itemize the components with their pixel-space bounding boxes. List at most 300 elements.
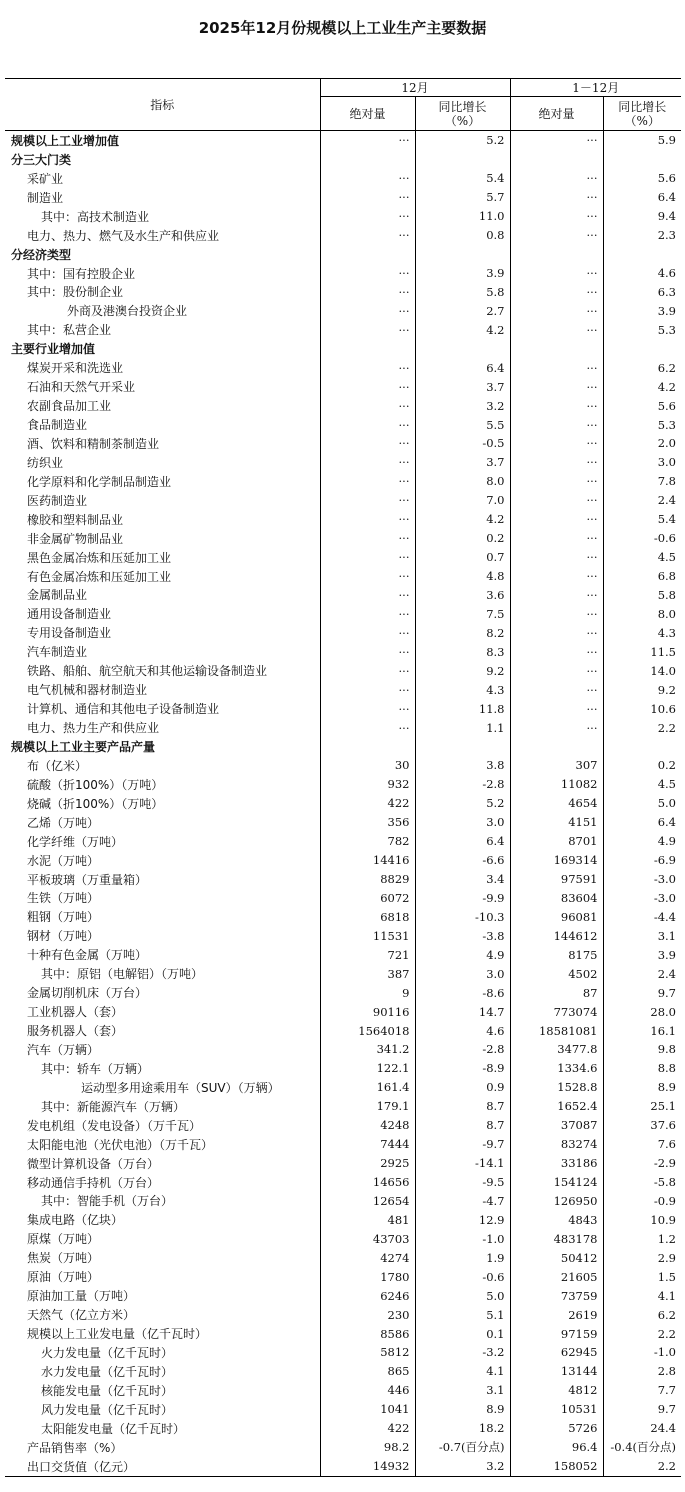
table-row [5, 1305, 681, 1324]
year-yoy-cell: -2.9 [653, 1156, 676, 1171]
year-yoy-cell: 37.6 [650, 1118, 676, 1133]
yoy-label: 同比增长 [438, 99, 487, 114]
month-abs-cell: 14656 [320, 1173, 415, 1192]
indicator-name: 通用设备制造业 [5, 604, 320, 623]
month-abs-cell: 446 [320, 1381, 415, 1400]
month-abs-cell: 7444 [320, 1135, 415, 1154]
year-yoy-cell: 10.6 [650, 701, 676, 716]
year-abs-cell: ··· [510, 567, 603, 586]
indicator-name: 焦炭（万吨） [5, 1248, 320, 1267]
section-row [5, 737, 681, 756]
month-abs-cell: 8829 [320, 870, 415, 889]
indicator-name: 集成电路（亿块） [5, 1210, 320, 1229]
year-yoy-cell: -0.4(百分点) [610, 1440, 676, 1455]
year-abs-cell: ··· [510, 396, 603, 415]
indicator-name: 天然气（亿立方米） [5, 1305, 320, 1324]
year-yoy-cell: -3.0 [653, 890, 676, 905]
table-row [5, 983, 681, 1002]
year-yoy-cell: -5.8 [653, 1175, 676, 1190]
month-yoy-cell: -8.6 [415, 983, 510, 1002]
indicator-name: 微型计算机设备（万台） [5, 1154, 320, 1173]
month-abs-cell: 98.2 [320, 1438, 415, 1457]
indicator-name: 水力发电量（亿千瓦时） [5, 1362, 320, 1381]
year-abs-cell [510, 245, 603, 264]
year-abs-cell: 169314 [510, 851, 603, 870]
month-yoy-cell: -10.3 [415, 907, 510, 926]
month-yoy-cell: 0.8 [415, 226, 510, 245]
year-abs-cell: ··· [510, 264, 603, 283]
year-abs-cell: 97159 [510, 1324, 603, 1343]
month-abs-cell: ··· [320, 301, 415, 320]
yoy-unit: （%） [624, 113, 660, 128]
year-yoy-cell: 1.2 [657, 1231, 676, 1246]
indicator-name: 发电机组（发电设备）（万千瓦） [5, 1116, 320, 1135]
year-yoy-cell: 2.9 [657, 1250, 676, 1265]
year-yoy-cell: 6.4 [657, 190, 676, 205]
indicator-name: 其中：股份制企业 [5, 283, 320, 302]
year-yoy-cell: 4.2 [657, 379, 676, 394]
month-yoy-cell [415, 150, 510, 169]
year-yoy-cell: 3.1 [657, 928, 676, 943]
year-yoy-cell: 9.2 [657, 682, 676, 697]
year-yoy-cell: 6.2 [657, 1307, 676, 1322]
table-row [5, 832, 681, 851]
year-yoy-cell: 6.8 [657, 569, 676, 584]
table-row [5, 1059, 681, 1078]
year-abs-cell: 21605 [510, 1267, 603, 1286]
year-abs-cell: ··· [510, 188, 603, 207]
indicator-name: 专用设备制造业 [5, 623, 320, 642]
month-yoy-cell: 4.3 [415, 680, 510, 699]
table-row [5, 1229, 681, 1248]
table-row [5, 889, 681, 908]
year-abs-cell: 97591 [510, 870, 603, 889]
month-abs-cell: 422 [320, 794, 415, 813]
month-abs-cell: ··· [320, 472, 415, 491]
month-yoy-cell: 4.8 [415, 567, 510, 586]
year-yoy-cell: 5.0 [657, 796, 676, 811]
indicator-name: 食品制造业 [5, 415, 320, 434]
month-abs-cell: 782 [320, 832, 415, 851]
year-abs-cell: 13144 [510, 1362, 603, 1381]
month-yoy-cell: 5.4 [415, 169, 510, 188]
month-yoy-cell: -9.7 [415, 1135, 510, 1154]
table-row [5, 548, 681, 567]
month-abs-cell: 1564018 [320, 1021, 415, 1040]
year-yoy-cell: 4.3 [657, 625, 676, 640]
month-abs-cell: 6246 [320, 1286, 415, 1305]
table-row [5, 1021, 681, 1040]
month-yoy-cell: 5.0 [415, 1286, 510, 1305]
indicator-name: 化学原料和化学制品制造业 [5, 472, 320, 491]
year-abs-header: 绝对量 [510, 97, 603, 131]
month-abs-cell: ··· [320, 320, 415, 339]
table-row [5, 264, 681, 283]
month-abs-cell: ··· [320, 491, 415, 510]
table-row [5, 1078, 681, 1097]
month-abs-cell: ··· [320, 642, 415, 661]
month-yoy-cell: -0.5 [415, 434, 510, 453]
month-yoy-cell: 7.0 [415, 491, 510, 510]
indicator-name: 金属切削机床（万台） [5, 983, 320, 1002]
yoy-label: 同比增长 [618, 99, 667, 114]
table-row [5, 377, 681, 396]
table-row [5, 870, 681, 889]
year-yoy-cell: 1.5 [657, 1269, 676, 1284]
yoy-unit: （%） [444, 113, 481, 128]
month-abs-cell: ··· [320, 567, 415, 586]
indicator-name: 水泥（万吨） [5, 851, 320, 870]
year-yoy-cell: -1.0 [653, 1345, 676, 1360]
table-row [5, 169, 681, 188]
year-abs-cell: ··· [510, 131, 603, 150]
table-row [5, 188, 681, 207]
year-yoy-cell: 2.4 [657, 493, 676, 508]
month-yoy-cell: 8.7 [415, 1116, 510, 1135]
year-abs-cell: ··· [510, 680, 603, 699]
year-abs-cell: 18581081 [510, 1021, 603, 1040]
month-yoy-cell: 8.3 [415, 642, 510, 661]
month-abs-cell: 422 [320, 1419, 415, 1438]
table-row [5, 1400, 681, 1419]
table-row [5, 945, 681, 964]
table-row [5, 1362, 681, 1381]
month-abs-cell: 1041 [320, 1400, 415, 1419]
table-row [5, 1324, 681, 1343]
table-row [5, 661, 681, 680]
year-abs-cell: ··· [510, 434, 603, 453]
year-yoy-cell: -3.0 [653, 872, 676, 887]
year-yoy-cell [603, 737, 681, 756]
month-yoy-cell: -1.0 [415, 1229, 510, 1248]
year-abs-cell: ··· [510, 320, 603, 339]
month-abs-cell: 932 [320, 775, 415, 794]
month-yoy-cell: 3.4 [415, 870, 510, 889]
indicator-name: 计算机、通信和其他电子设备制造业 [5, 699, 320, 718]
year-yoy-cell: 5.6 [657, 171, 676, 186]
year-abs-cell: 4654 [510, 794, 603, 813]
month-abs-cell: ··· [320, 188, 415, 207]
table-row [5, 1381, 681, 1400]
table-row [5, 813, 681, 832]
table-row [5, 1267, 681, 1286]
month-abs-cell: 4274 [320, 1248, 415, 1267]
year-abs-cell: 483178 [510, 1229, 603, 1248]
year-abs-cell: ··· [510, 604, 603, 623]
year-yoy-cell: 5.3 [657, 417, 676, 432]
indicator-name: 铁路、船舶、航空航天和其他运输设备制造业 [5, 661, 320, 680]
month-abs-cell: 1780 [320, 1267, 415, 1286]
month-abs-cell: ··· [320, 169, 415, 188]
year-yoy-cell: 4.9 [657, 834, 676, 849]
table-row [5, 1343, 681, 1362]
year-yoy-cell: 7.6 [657, 1137, 676, 1152]
month-abs-cell: ··· [320, 529, 415, 548]
month-yoy-cell: 9.2 [415, 661, 510, 680]
year-abs-cell: ··· [510, 301, 603, 320]
month-abs-cell: ··· [320, 586, 415, 605]
table-row [5, 320, 681, 339]
month-abs-cell: ··· [320, 283, 415, 302]
month-abs-cell: 12654 [320, 1192, 415, 1211]
month-abs-cell: 356 [320, 813, 415, 832]
indicator-header: 指标 [5, 79, 320, 131]
year-yoy-cell: 14.0 [650, 663, 676, 678]
year-abs-cell: ··· [510, 661, 603, 680]
table-row [5, 964, 681, 983]
year-yoy-cell: 8.8 [657, 1061, 676, 1076]
year-abs-cell: 83604 [510, 889, 603, 908]
month-abs-cell: ··· [320, 264, 415, 283]
indicator-name: 其中：智能手机（万台） [5, 1192, 320, 1211]
indicator-name: 太阳能发电量（亿千瓦时） [5, 1419, 320, 1438]
year-abs-cell [510, 150, 603, 169]
indicator-name: 其中：原铝（电解铝）（万吨） [5, 964, 320, 983]
section-row [5, 150, 681, 169]
month-abs-cell: ··· [320, 415, 415, 434]
table-row [5, 510, 681, 529]
indicator-name: 移动通信手持机（万台） [5, 1173, 320, 1192]
indicator-name: 硫酸（折100%）（万吨） [5, 775, 320, 794]
month-yoy-cell: 3.7 [415, 377, 510, 396]
month-yoy-cell: 8.7 [415, 1097, 510, 1116]
year-yoy-cell: 5.6 [657, 398, 676, 413]
indicator-name: 其中：新能源汽车（万辆） [5, 1097, 320, 1116]
month-abs-cell: ··· [320, 604, 415, 623]
month-yoy-cell: 4.6 [415, 1021, 510, 1040]
indicator-name: 工业机器人（套） [5, 1002, 320, 1021]
table-row [5, 1154, 681, 1173]
year-yoy-cell: 6.4 [657, 815, 676, 830]
month-yoy-cell: 0.1 [415, 1324, 510, 1343]
year-abs-cell: 1334.6 [510, 1059, 603, 1078]
year-abs-cell: 87 [510, 983, 603, 1002]
month-abs-cell [320, 150, 415, 169]
indicator-name: 纺织业 [5, 453, 320, 472]
indicator-name: 电力、热力生产和供应业 [5, 718, 320, 737]
month-abs-cell: ··· [320, 699, 415, 718]
year-abs-cell: ··· [510, 453, 603, 472]
year-abs-cell: ··· [510, 642, 603, 661]
table-row [5, 396, 681, 415]
month-yoy-cell: -6.6 [415, 851, 510, 870]
table-row [5, 1248, 681, 1267]
month-abs-cell: 721 [320, 945, 415, 964]
month-yoy-cell: 3.6 [415, 586, 510, 605]
indicator-name: 十种有色金属（万吨） [5, 945, 320, 964]
month-yoy-cell: 3.0 [415, 813, 510, 832]
indicator-name: 煤炭开采和洗选业 [5, 358, 320, 377]
year-abs-cell: 1528.8 [510, 1078, 603, 1097]
month-yoy-cell: 3.1 [415, 1381, 510, 1400]
indicator-name: 火力发电量（亿千瓦时） [5, 1343, 320, 1362]
month-yoy-cell: 5.5 [415, 415, 510, 434]
table-row [5, 718, 681, 737]
indicator-name: 钢材（万吨） [5, 926, 320, 945]
month-yoy-cell: 18.2 [415, 1419, 510, 1438]
indicator-name: 汽车制造业 [5, 642, 320, 661]
year-yoy-cell: 24.4 [650, 1421, 676, 1436]
table-row [5, 623, 681, 642]
indicator-name: 电力、热力、燃气及水生产和供应业 [5, 226, 320, 245]
year-abs-cell: 1652.4 [510, 1097, 603, 1116]
table-row [5, 1419, 681, 1438]
year-yoy-header [603, 97, 681, 131]
month-abs-cell [320, 737, 415, 756]
indicator-name: 酒、饮料和精制茶制造业 [5, 434, 320, 453]
month-yoy-cell: 4.2 [415, 320, 510, 339]
month-yoy-cell: 3.7 [415, 453, 510, 472]
month-yoy-cell: -9.5 [415, 1173, 510, 1192]
month-yoy-cell: -2.8 [415, 1040, 510, 1059]
year-abs-cell [510, 737, 603, 756]
month-abs-cell: 4248 [320, 1116, 415, 1135]
table-row [5, 434, 681, 453]
table-row [5, 1192, 681, 1211]
data-table [5, 78, 681, 1477]
month-abs-cell: ··· [320, 226, 415, 245]
month-yoy-cell: 2.7 [415, 301, 510, 320]
month-abs-cell: ··· [320, 661, 415, 680]
indicator-name: 采矿业 [5, 169, 320, 188]
indicator-name: 规模以上工业主要产品产量 [5, 737, 320, 756]
section-row [5, 339, 681, 358]
table-row [5, 907, 681, 926]
month-abs-cell [320, 339, 415, 358]
year-yoy-cell: -0.9 [653, 1193, 676, 1208]
month-yoy-cell: 6.4 [415, 832, 510, 851]
month-abs-cell: ··· [320, 718, 415, 737]
table-row [5, 491, 681, 510]
year-yoy-cell: 7.8 [657, 474, 676, 489]
year-abs-cell: ··· [510, 169, 603, 188]
month-yoy-cell: -2.8 [415, 775, 510, 794]
month-yoy-cell: 3.2 [415, 396, 510, 415]
year-abs-cell: ··· [510, 472, 603, 491]
year-abs-cell: 4151 [510, 813, 603, 832]
month-yoy-cell: 4.2 [415, 510, 510, 529]
month-abs-cell: ··· [320, 358, 415, 377]
month-abs-cell: 5812 [320, 1343, 415, 1362]
indicator-name: 制造业 [5, 188, 320, 207]
table-row [5, 680, 681, 699]
year-yoy-cell [603, 339, 681, 358]
month-group-header: 12月 [320, 79, 510, 97]
month-yoy-cell: -3.2 [415, 1343, 510, 1362]
indicator-name: 烧碱（折100%）（万吨） [5, 794, 320, 813]
table-row [5, 226, 681, 245]
indicator-name: 医药制造业 [5, 491, 320, 510]
indicator-name: 其中：国有控股企业 [5, 264, 320, 283]
indicator-name: 农副食品加工业 [5, 396, 320, 415]
month-yoy-cell: 8.0 [415, 472, 510, 491]
month-yoy-cell [415, 737, 510, 756]
month-yoy-cell: 5.1 [415, 1305, 510, 1324]
table-row [5, 415, 681, 434]
year-yoy-cell: 9.8 [657, 1042, 676, 1057]
month-abs-cell: 30 [320, 756, 415, 775]
indicator-name: 非金属矿物制品业 [5, 529, 320, 548]
month-yoy-cell: 1.9 [415, 1248, 510, 1267]
month-abs-cell: 122.1 [320, 1059, 415, 1078]
month-yoy-cell: -14.1 [415, 1154, 510, 1173]
year-abs-cell: 8175 [510, 945, 603, 964]
year-yoy-cell: 3.9 [657, 947, 676, 962]
month-abs-cell: 179.1 [320, 1097, 415, 1116]
indicator-name: 粗钢（万吨） [5, 907, 320, 926]
month-abs-header: 绝对量 [320, 97, 415, 131]
year-yoy-cell [603, 245, 681, 264]
year-abs-cell: ··· [510, 207, 603, 226]
year-yoy-cell: 11.5 [650, 644, 676, 659]
month-yoy-cell: -8.9 [415, 1059, 510, 1078]
year-abs-cell: ··· [510, 699, 603, 718]
year-abs-cell: 62945 [510, 1343, 603, 1362]
year-yoy-cell: 6.2 [657, 360, 676, 375]
month-abs-cell: 6072 [320, 889, 415, 908]
indicator-name: 规模以上工业增加值 [5, 131, 320, 150]
month-yoy-cell: 8.9 [415, 1400, 510, 1419]
month-abs-cell: 341.2 [320, 1040, 415, 1059]
table-row [5, 1097, 681, 1116]
year-abs-cell: 33186 [510, 1154, 603, 1173]
month-abs-cell: ··· [320, 434, 415, 453]
year-abs-cell: 158052 [510, 1457, 603, 1476]
month-abs-cell: ··· [320, 131, 415, 150]
indicator-name: 其中：私营企业 [5, 320, 320, 339]
indicator-name: 原煤（万吨） [5, 1229, 320, 1248]
indicator-name: 出口交货值（亿元） [5, 1457, 320, 1476]
month-yoy-cell [415, 245, 510, 264]
indicator-name: 生铁（万吨） [5, 889, 320, 908]
year-abs-cell: ··· [510, 491, 603, 510]
month-abs-cell: 9 [320, 983, 415, 1002]
month-yoy-cell: -3.8 [415, 926, 510, 945]
table-row [5, 283, 681, 302]
indicator-name: 风力发电量（亿千瓦时） [5, 1400, 320, 1419]
table-row [5, 586, 681, 605]
year-abs-cell: 10531 [510, 1400, 603, 1419]
table-row [5, 453, 681, 472]
indicator-name: 核能发电量（亿千瓦时） [5, 1381, 320, 1400]
year-abs-cell: 154124 [510, 1173, 603, 1192]
year-abs-cell: 8701 [510, 832, 603, 851]
year-abs-cell: ··· [510, 226, 603, 245]
month-abs-cell: 2925 [320, 1154, 415, 1173]
month-yoy-cell: 12.9 [415, 1210, 510, 1229]
year-abs-cell: 5726 [510, 1419, 603, 1438]
year-abs-cell: ··· [510, 623, 603, 642]
month-yoy-cell: 6.4 [415, 358, 510, 377]
month-abs-cell: ··· [320, 207, 415, 226]
table-row [5, 301, 681, 320]
table-header [5, 79, 681, 131]
year-abs-cell: 37087 [510, 1116, 603, 1135]
indicator-name: 原油（万吨） [5, 1267, 320, 1286]
year-abs-cell: 96081 [510, 907, 603, 926]
table-row [5, 642, 681, 661]
table-row [5, 1002, 681, 1021]
table-row [5, 794, 681, 813]
indicator-name: 乙烯（万吨） [5, 813, 320, 832]
table-row [5, 926, 681, 945]
year-yoy-cell: 2.2 [657, 720, 676, 735]
indicator-name: 分经济类型 [5, 245, 320, 264]
indicator-name: 电气机械和器材制造业 [5, 680, 320, 699]
year-abs-cell: 11082 [510, 775, 603, 794]
year-yoy-cell: 2.0 [657, 436, 676, 451]
year-abs-cell: 3477.8 [510, 1040, 603, 1059]
